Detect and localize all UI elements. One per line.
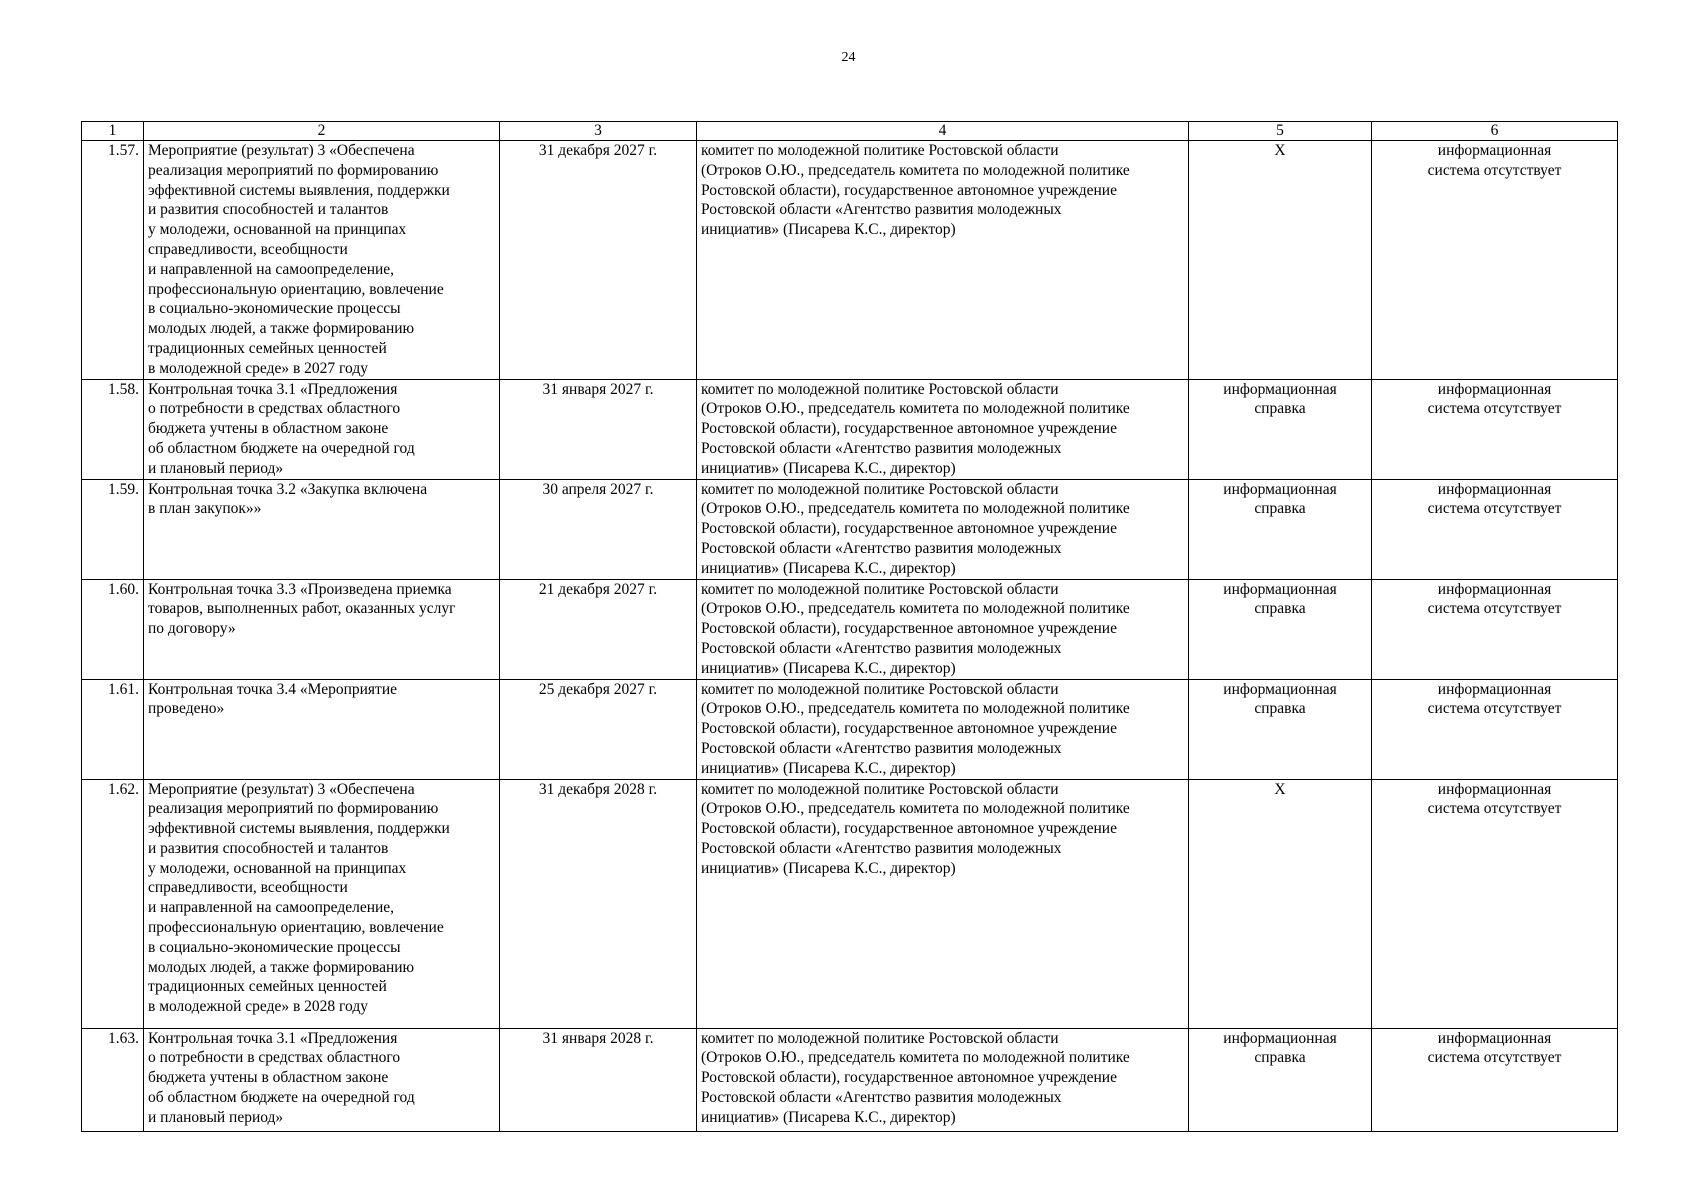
table-row xyxy=(82,1028,1618,1131)
table-header xyxy=(82,122,1618,141)
table-row xyxy=(82,579,1618,679)
row-number: 1.61. xyxy=(82,679,144,779)
row-document: Х xyxy=(1189,141,1372,380)
table-row xyxy=(82,779,1618,1028)
row-number: 1.62. xyxy=(82,779,144,1028)
row-document: информационная справка xyxy=(1189,1028,1372,1131)
row-responsible: комитет по молодежной политике Ростовской области (Отроков О.Ю., председатель комитета по молодежной политике Ростовской области), государственное автономное учреждение Ростовской области «Агентство развития молодежных инициатив» (Писарева К.С., директор) xyxy=(697,479,1189,579)
table-row xyxy=(82,141,1618,380)
row-date: 31 января 2027 г. xyxy=(500,379,697,479)
header-row xyxy=(82,122,1618,141)
table-row xyxy=(82,479,1618,579)
row-document: Х xyxy=(1189,779,1372,1028)
header-col-5: 5 xyxy=(1189,122,1372,141)
row-info-system: информационная система отсутствует xyxy=(1372,141,1618,380)
row-document: информационная справка xyxy=(1189,579,1372,679)
header-col-1: 1 xyxy=(82,122,144,141)
row-document: информационная справка xyxy=(1189,679,1372,779)
row-name: Контрольная точка 3.4 «Мероприятие проведено» xyxy=(144,679,500,779)
table-row xyxy=(82,679,1618,779)
row-name: Мероприятие (результат) 3 «Обеспечена реализация мероприятий по формированию эффективной системы выявления, поддержки и развития способностей и талантов у молодежи, основанной на принципах справедливости, всеобщности и направленной на самоопределение, профессиональную ориентацию, вовлечение в социально-экономические процессы молодых людей, а также формированию традиционных семейных ценностей в молодежной среде» в 2028 году xyxy=(144,779,500,1028)
row-responsible: комитет по молодежной политике Ростовской области (Отроков О.Ю., председатель комитета по молодежной политике Ростовской области), государственное автономное учреждение Ростовской области «Агентство развития молодежных инициатив» (Писарева К.С., директор) xyxy=(697,1028,1189,1131)
row-name: Контрольная точка 3.1 «Предложения о потребности в средствах областного бюджета учтены в областном законе об областном бюджете на очередной год и плановый период» xyxy=(144,1028,500,1131)
row-date: 25 декабря 2027 г. xyxy=(500,679,697,779)
row-info-system: информационная система отсутствует xyxy=(1372,779,1618,1028)
row-number: 1.60. xyxy=(82,579,144,679)
row-date: 31 декабря 2028 г. xyxy=(500,779,697,1028)
row-number: 1.59. xyxy=(82,479,144,579)
row-responsible: комитет по молодежной политике Ростовской области (Отроков О.Ю., председатель комитета по молодежной политике Ростовской области), государственное автономное учреждение Ростовской области «Агентство развития молодежных инициатив» (Писарева К.С., директор) xyxy=(697,679,1189,779)
row-name: Контрольная точка 3.1 «Предложения о потребности в средствах областного бюджета учтены в областном законе об областном бюджете на очередной год и плановый период» xyxy=(144,379,500,479)
row-number: 1.58. xyxy=(82,379,144,479)
row-date: 31 января 2028 г. xyxy=(500,1028,697,1131)
row-info-system: информационная система отсутствует xyxy=(1372,1028,1618,1131)
header-col-2: 2 xyxy=(144,122,500,141)
row-info-system: информационная система отсутствует xyxy=(1372,679,1618,779)
row-info-system: информационная система отсутствует xyxy=(1372,479,1618,579)
page-number: 24 xyxy=(841,50,856,65)
row-responsible: комитет по молодежной политике Ростовской области (Отроков О.Ю., председатель комитета по молодежной политике Ростовской области), государственное автономное учреждение Ростовской области «Агентство развития молодежных инициатив» (Писарева К.С., директор) xyxy=(697,579,1189,679)
header-col-6: 6 xyxy=(1372,122,1618,141)
table-row xyxy=(82,379,1618,479)
row-name: Контрольная точка 3.2 «Закупка включена в план закупок»» xyxy=(144,479,500,579)
row-date: 21 декабря 2027 г. xyxy=(500,579,697,679)
row-info-system: информационная система отсутствует xyxy=(1372,379,1618,479)
row-name: Мероприятие (результат) 3 «Обеспечена реализация мероприятий по формированию эффективной системы выявления, поддержки и развития способностей и талантов у молодежи, основанной на принципах справедливости, всеобщности и направленной на самоопределение, профессиональную ориентацию, вовлечение в социально-экономические процессы молодых людей, а также формированию традиционных семейных ценностей в молодежной среде» в 2027 году xyxy=(144,141,500,380)
row-responsible: комитет по молодежной политике Ростовской области (Отроков О.Ю., председатель комитета по молодежной политике Ростовской области), государственное автономное учреждение Ростовской области «Агентство развития молодежных инициатив» (Писарева К.С., директор) xyxy=(697,779,1189,1028)
row-responsible: комитет по молодежной политике Ростовской области (Отроков О.Ю., председатель комитета по молодежной политике Ростовской области), государственное автономное учреждение Ростовской области «Агентство развития молодежных инициатив» (Писарева К.С., директор) xyxy=(697,141,1189,380)
row-info-system: информационная система отсутствует xyxy=(1372,579,1618,679)
row-document: информационная справка xyxy=(1189,379,1372,479)
row-number: 1.63. xyxy=(82,1028,144,1131)
row-number: 1.57. xyxy=(82,141,144,380)
row-responsible: комитет по молодежной политике Ростовской области (Отроков О.Ю., председатель комитета по молодежной политике Ростовской области), государственное автономное учреждение Ростовской области «Агентство развития молодежных инициатив» (Писарева К.С., директор) xyxy=(697,379,1189,479)
header-col-3: 3 xyxy=(500,122,697,141)
row-document: информационная справка xyxy=(1189,479,1372,579)
row-date: 30 апреля 2027 г. xyxy=(500,479,697,579)
row-date: 31 декабря 2027 г. xyxy=(500,141,697,380)
header-col-4: 4 xyxy=(697,122,1189,141)
row-name: Контрольная точка 3.3 «Произведена приемка товаров, выполненных работ, оказанных услуг по договору» xyxy=(144,579,500,679)
table-body xyxy=(82,141,1618,1132)
plan-table xyxy=(81,121,1618,1132)
